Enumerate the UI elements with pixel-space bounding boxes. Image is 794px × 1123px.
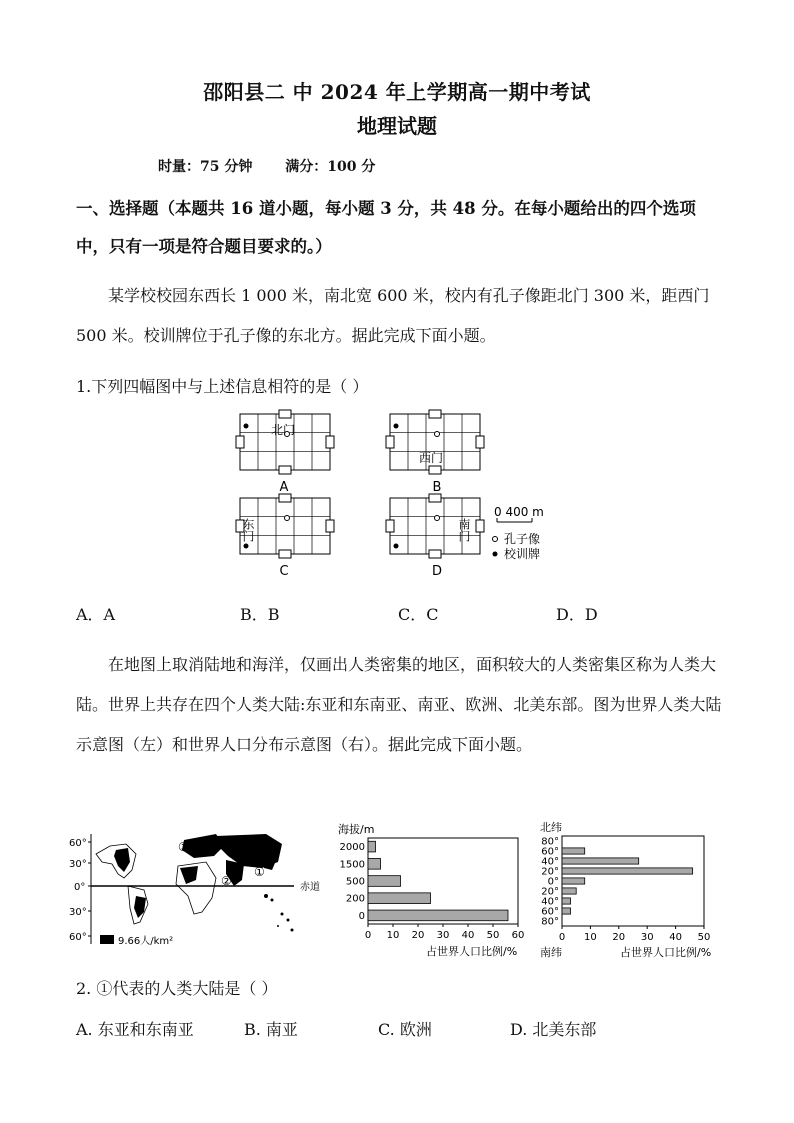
x-tick-label: 40 <box>461 930 475 941</box>
gate-south <box>279 550 291 558</box>
time-limit: 时量：75 分钟 <box>158 159 253 175</box>
category-tick-label: 20° <box>541 886 559 898</box>
bar-0° <box>562 878 585 884</box>
statue-marker <box>435 516 440 521</box>
chart2-xlabel: 占世界人口比例/% <box>620 946 712 959</box>
q1-option-d[interactable]: D．D <box>556 605 598 624</box>
bar-200 <box>368 893 431 904</box>
category-tick-label: 60° <box>541 846 559 858</box>
exam-meta <box>158 156 375 176</box>
question-2-stem: 2. ①代表的人类大陆是（ ） <box>76 979 278 998</box>
lat-label-30n: 30° <box>69 859 87 870</box>
gate-south <box>429 466 441 474</box>
x-tick-label: 60 <box>511 930 525 941</box>
passage-2: 在地图上取消陆地和海洋，仅画出人类密集的地区，面积较大的人类密集区称为人类大陆。世界上共存在四个人类大陆:东亚和东南亚、南亚、欧洲、北美东部。图为世界人类大陆示意图（左）和世界人口分布示意图（右）。据此完成下面小题。 <box>76 655 722 754</box>
gate-label-east: 东门 <box>241 518 255 542</box>
bar-20° <box>562 868 693 874</box>
sign-marker <box>244 544 249 549</box>
chart1-xlabel: 占世界人口比例/% <box>426 945 518 958</box>
panel-label-C: C <box>279 564 289 579</box>
x-tick-label: 30 <box>436 930 450 941</box>
x-tick-label: 10 <box>386 930 400 941</box>
category-tick-label: 40° <box>541 856 559 868</box>
bar-20° <box>562 888 576 894</box>
exam-title: 邵阳县二 中 2024 年上学期高一期中考试 <box>203 80 591 104</box>
x-tick-label: 0 <box>364 930 372 941</box>
q2-option-a[interactable]: A. 东亚和东南亚 <box>76 1020 194 1039</box>
bar-500 <box>368 876 401 887</box>
category-tick-label: 2000 <box>339 842 365 854</box>
category-tick-label: 1500 <box>339 859 365 871</box>
latitude-population-chart <box>536 816 726 962</box>
gate-north <box>279 410 291 418</box>
lat-label-60n: 60° <box>69 838 87 849</box>
category-tick-label: 60° <box>541 906 559 918</box>
q2-option-d[interactable]: D. 北美东部 <box>510 1020 597 1039</box>
legend-sign-label: 校训牌 <box>504 547 541 561</box>
chart2-ylabel-top: 北纬 <box>540 821 562 834</box>
bar-40° <box>562 858 639 864</box>
x-tick-label: 50 <box>486 930 500 941</box>
question-2-options <box>76 1017 724 1037</box>
bar-1500 <box>368 858 381 869</box>
gate-north <box>279 494 291 502</box>
category-tick-label: 0° <box>547 876 559 888</box>
marker-1: ① <box>254 865 265 879</box>
statue-marker <box>285 516 290 521</box>
lat-label-0: 0° <box>74 882 86 893</box>
equator-label: 赤道 <box>300 882 320 893</box>
gate-label-south: 南门 <box>457 518 471 542</box>
dense-africa <box>180 866 198 884</box>
category-tick-label: 80° <box>541 836 559 848</box>
full-score: 满分：100 分 <box>285 159 376 175</box>
panel-label-B: B <box>432 480 442 495</box>
question-1-stem: 1.下列四幅图中与上述信息相符的是（ ） <box>76 377 369 396</box>
x-tick-label: 20 <box>612 932 626 943</box>
bar-40° <box>562 898 571 904</box>
x-tick-label: 0 <box>558 932 566 943</box>
x-tick-label: 20 <box>411 930 425 941</box>
sign-marker <box>244 424 249 429</box>
legend-label: 9.66人/km² <box>118 936 174 947</box>
marker-3: ③ <box>178 840 189 854</box>
human-continent-map <box>66 826 342 956</box>
panel-label-D: D <box>431 564 443 579</box>
scale-label: 0 400 m <box>494 505 544 519</box>
q1-option-a[interactable]: A．A <box>76 605 116 624</box>
gate-west <box>386 436 394 448</box>
category-tick-label: 80° <box>541 916 559 928</box>
x-tick-label: 40 <box>669 932 682 943</box>
dense-south-america <box>134 896 146 918</box>
x-tick-label: 30 <box>640 932 654 943</box>
category-tick-label: 0 <box>358 910 365 922</box>
q2-option-b[interactable]: B. 南亚 <box>244 1020 298 1039</box>
elevation-population-chart <box>336 820 536 960</box>
gate-north <box>429 410 441 418</box>
sign-marker <box>394 544 399 549</box>
x-tick-label: 10 <box>584 932 597 943</box>
bar-2000 <box>368 841 376 852</box>
gate-east <box>326 520 334 532</box>
gate-east <box>326 436 334 448</box>
q1-option-c[interactable]: C．C <box>398 605 439 624</box>
campus-map-figure <box>232 406 552 580</box>
category-tick-label: 40° <box>541 896 559 908</box>
gate-east <box>476 436 484 448</box>
legend-swatch <box>100 935 114 944</box>
category-tick-label: 20° <box>541 866 559 878</box>
gate-west <box>386 520 394 532</box>
gate-south <box>429 550 441 558</box>
gate-west <box>236 436 244 448</box>
gate-south <box>279 466 291 474</box>
marker-4: ④ <box>116 848 127 862</box>
legend-statue-symbol <box>493 537 498 542</box>
legend-sign-symbol <box>493 552 498 557</box>
sign-marker <box>394 424 399 429</box>
lat-label-60s: 60° <box>69 932 87 943</box>
legend-statue-label: 孔子像 <box>504 532 541 546</box>
question-1-options <box>76 602 724 622</box>
gate-label-north: 北门 <box>271 423 296 437</box>
panel-label-A: A <box>279 480 289 495</box>
bar-60° <box>562 848 585 854</box>
lat-label-30s: 30° <box>69 907 87 918</box>
gate-east <box>476 520 484 532</box>
category-tick-label: 200 <box>345 893 365 905</box>
passage-1: 某学校校园东西长 1 000 米，南北宽 600 米，校内有孔子像距北门 300 米，距西门 500 米。校训牌位于孔子像的东北方。据此完成下面小题。 <box>76 286 710 345</box>
bar-0 <box>368 910 508 921</box>
category-tick-label: 500 <box>345 876 365 888</box>
marker-2: ② <box>221 874 232 888</box>
bar-60° <box>562 908 571 914</box>
gate-north <box>429 494 441 502</box>
campus-panel <box>236 410 334 474</box>
gate-label-west: 西门 <box>419 451 444 465</box>
exam-subtitle: 地理试题 <box>357 114 437 138</box>
scale-bar <box>494 505 544 522</box>
section-heading: 一、选择题（本题共 16 道小题，每小题 3 分，共 48 分。在每小题给出的四个选项中，只有一项是符合题目要求的。） <box>76 199 696 256</box>
chart2-ylabel-bottom: 南纬 <box>540 946 562 959</box>
statue-marker <box>435 432 440 437</box>
q2-option-c[interactable]: C. 欧洲 <box>378 1020 432 1039</box>
q1-option-b[interactable]: B．B <box>240 605 280 624</box>
chart1-ylabel: 海拔/m <box>338 823 375 836</box>
x-tick-label: 50 <box>697 932 711 943</box>
